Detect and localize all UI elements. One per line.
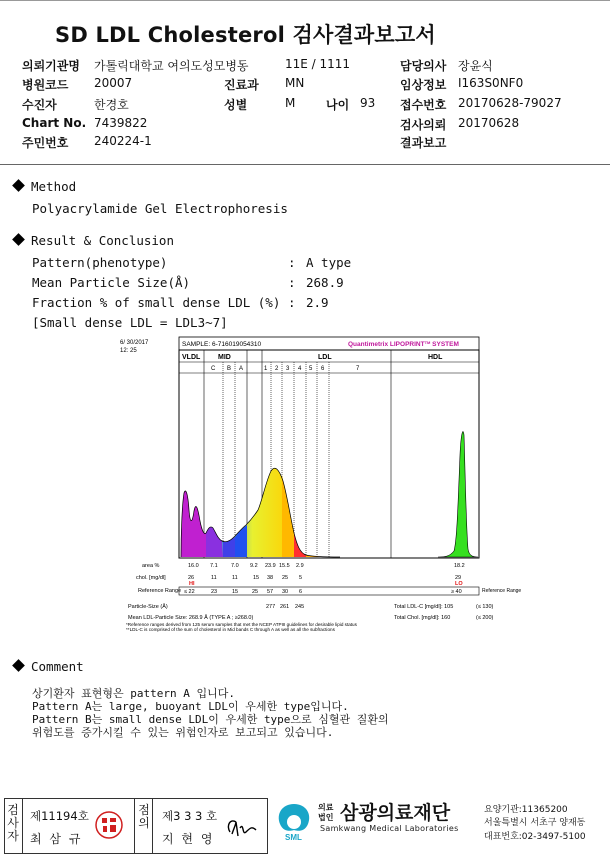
divider: [152, 798, 153, 854]
value-hospital-code: 20007: [94, 76, 133, 90]
value-ward: 11E / 1111: [285, 57, 351, 71]
value-clinical-info: I163S0NF0: [458, 76, 524, 90]
seal-stamp-icon: [94, 810, 124, 840]
ref-value: 57: [267, 589, 274, 595]
label-sex: 성별: [224, 98, 248, 112]
fraction-value: 2.9: [306, 295, 329, 310]
footnote: *Reference ranges derived from 125 serum samples that met the NCEP ATPIII guidelines for desirable lipid status: [126, 622, 357, 627]
doctor-id: 제3 3 3 호: [162, 809, 218, 823]
sml-text: SML: [285, 833, 302, 842]
lo-flag: LO: [455, 581, 463, 587]
value-receipt-no: 20170628-79027: [458, 96, 562, 110]
label-hospital-code: 병원코드: [22, 78, 69, 92]
ref-box: [179, 587, 479, 595]
doctor-label: 점 의: [138, 803, 150, 830]
value-resident-no: 240224-1: [94, 134, 152, 148]
org-phone: 대표번호:02-3497-5100: [484, 832, 586, 842]
total-chol: Total Chol. [mg/dl]: 160: [394, 615, 451, 621]
hi-flag: HI: [189, 581, 195, 587]
footnote: **LDL-C is comprised of the sum of cholesterol in Mid bands C through A as well as all the subfractions: [126, 627, 335, 632]
label-resident-no: 주민번호: [22, 136, 69, 150]
pattern-value: A type: [306, 255, 352, 270]
org-prefix-2: 법인: [318, 813, 334, 822]
band-label: HDL: [428, 354, 443, 361]
mean-ldl-size: Mean LDL-Particle Size: 268.9 Å (TYPE A ; ≥268.0): [128, 615, 254, 621]
colon: :: [288, 275, 296, 290]
value-request-date: 20170628: [458, 116, 520, 130]
subband-label: B: [227, 366, 232, 372]
chol-value: 26: [188, 575, 195, 581]
chart-time: 12: 25: [120, 348, 137, 354]
verifier-id: 제11194호: [30, 809, 89, 823]
label-request-date: 검사의뢰: [400, 118, 447, 132]
value-patient: 한경호: [94, 98, 129, 112]
verifier-label: 검 사 자: [7, 803, 19, 843]
header-divider: [0, 164, 610, 165]
org-name: 삼광의료재단: [340, 802, 451, 824]
band-label: VLDL: [182, 354, 201, 361]
chol-label: chol. [mg/dl]: [136, 575, 166, 581]
org-prefix-1: 의료: [318, 803, 334, 812]
total-ldl: Total LDL-C [mg/dl]: 105: [394, 604, 454, 610]
diamond-bullet-icon: [12, 233, 25, 246]
method-heading: Method: [14, 179, 76, 194]
org-code: 요양기관:11365200: [484, 805, 568, 815]
ref-value: 6: [299, 589, 303, 595]
chol-value: 25: [282, 575, 289, 581]
subband-label: 5: [309, 366, 313, 372]
chol-value: 15: [253, 575, 260, 581]
ref-value: 25: [252, 589, 259, 595]
page-title: SD LDL Cholesterol 검사결과보고서: [55, 23, 436, 47]
pattern-label: Pattern(phenotype): [32, 255, 168, 270]
verifier-name: 최 삼 규: [30, 832, 83, 846]
subband-label: 7: [356, 366, 360, 372]
band-label: LDL: [318, 354, 332, 361]
divider: [134, 798, 135, 854]
particle-size-value: 277: [266, 604, 276, 610]
chart-brand: Quantimetrix LIPOPRINT™ SYSTEM: [348, 340, 459, 348]
ref-value: ≥ 40: [451, 589, 462, 595]
chol-value: 11: [232, 575, 238, 581]
method-text: Polyacrylamide Gel Electrophoresis: [32, 201, 288, 216]
diamond-bullet-icon: [12, 659, 25, 672]
chol-value: 29: [455, 575, 462, 581]
label-patient: 수진자: [22, 98, 57, 112]
divider: [22, 798, 23, 854]
ref-value: 15: [232, 589, 239, 595]
label-receipt-no: 접수번호: [400, 98, 447, 112]
comment-line: 상기환자 표현형은 pattern A 입니다.: [32, 687, 235, 700]
area-label: area %: [142, 563, 160, 569]
label-age: 나이: [326, 98, 350, 112]
subband-label: 6: [321, 366, 325, 372]
sdldl-note: [Small dense LDL = LDL3~7]: [32, 315, 228, 330]
comment-heading: Comment: [14, 659, 84, 674]
label-doctor: 담당의사: [400, 59, 447, 73]
subband-label: 2: [275, 366, 279, 372]
comment-line: Pattern A는 large, buoyant LDL이 우세한 type입니다.: [32, 700, 349, 713]
chol-value: 11: [211, 575, 217, 581]
doctor-name: 지 현 영: [162, 832, 215, 846]
subband-label: C: [211, 366, 216, 372]
band-label: MID: [218, 354, 231, 361]
label-clinical-info: 임상정보: [400, 78, 447, 92]
subband-label: 1: [264, 366, 268, 372]
sml-logo-icon: [272, 800, 316, 844]
value-chart-no: 7439822: [94, 116, 148, 130]
area-value: 15.5: [279, 563, 290, 569]
ref-value: ≤ 22: [184, 589, 195, 595]
result-heading: Result & Conclusion: [14, 233, 174, 248]
lipoprint-chart: [118, 335, 522, 632]
particle-size-label: Particle-Size (Å): [128, 604, 168, 610]
total-ldl-ref: (≤ 130): [476, 604, 494, 610]
ref-value: 23: [211, 589, 218, 595]
chart-date: 6/ 30/2017: [120, 340, 149, 346]
org-english-name: Samkwang Medical Laboratories: [320, 824, 459, 833]
colon: :: [288, 295, 296, 310]
area-value: 2.9: [296, 563, 304, 569]
subband-label: A: [239, 366, 244, 372]
label-report-date: 결과보고: [400, 136, 447, 150]
label-chart-no: Chart No.: [22, 116, 87, 130]
colon: :: [288, 255, 296, 270]
particle-size-value: 245: [295, 604, 305, 610]
value-age: 93: [360, 96, 376, 110]
comment-line: Pattern B는 small dense LDL이 우세한 type으로 심혈관 질환의: [32, 713, 389, 726]
subband-label: 4: [298, 366, 302, 372]
fraction-label: Fraction % of small dense LDL (%): [32, 295, 281, 310]
chart-sample: SAMPLE: 6-716019054310: [182, 341, 262, 348]
area-value: 18.2: [454, 563, 465, 569]
label-department: 진료과: [224, 78, 259, 92]
value-department: MN: [285, 76, 305, 90]
size-label: Mean Particle Size(Å): [32, 275, 191, 290]
signature-icon: [222, 814, 262, 842]
ref-right-label: Reference Range: [482, 588, 522, 594]
org-address: 서울특별시 서초구 양재동: [484, 818, 586, 828]
comment-line: 위험도를 증가시킬 수 있는 위험인자로 보고되고 있습니다.: [32, 726, 334, 739]
chol-value: 5: [299, 575, 303, 581]
chart-footnotes: [126, 622, 358, 632]
particle-size-value: 261: [280, 604, 290, 610]
size-value: 268.9: [306, 275, 344, 290]
area-value: 7.1: [210, 563, 218, 569]
total-chol-ref: (≤ 200): [476, 615, 494, 621]
ref-label: Reference Range: [138, 588, 182, 594]
label-institution: 의뢰기관명: [22, 59, 80, 73]
area-value: 7.0: [231, 563, 239, 569]
footer: [0, 796, 610, 863]
value-institution: 가톨릭대학교 여의도성모병동: [94, 59, 249, 73]
ref-value: 30: [282, 589, 289, 595]
area-value: 16.0: [188, 563, 199, 569]
diamond-bullet-icon: [12, 179, 25, 192]
subband-label: 3: [286, 366, 290, 372]
chol-value: 38: [267, 575, 274, 581]
chart-table: [128, 563, 521, 621]
value-sex: M: [285, 96, 296, 110]
area-value: 23.9: [265, 563, 276, 569]
area-value: 9.2: [250, 563, 258, 569]
value-doctor: 장윤식: [458, 59, 493, 73]
